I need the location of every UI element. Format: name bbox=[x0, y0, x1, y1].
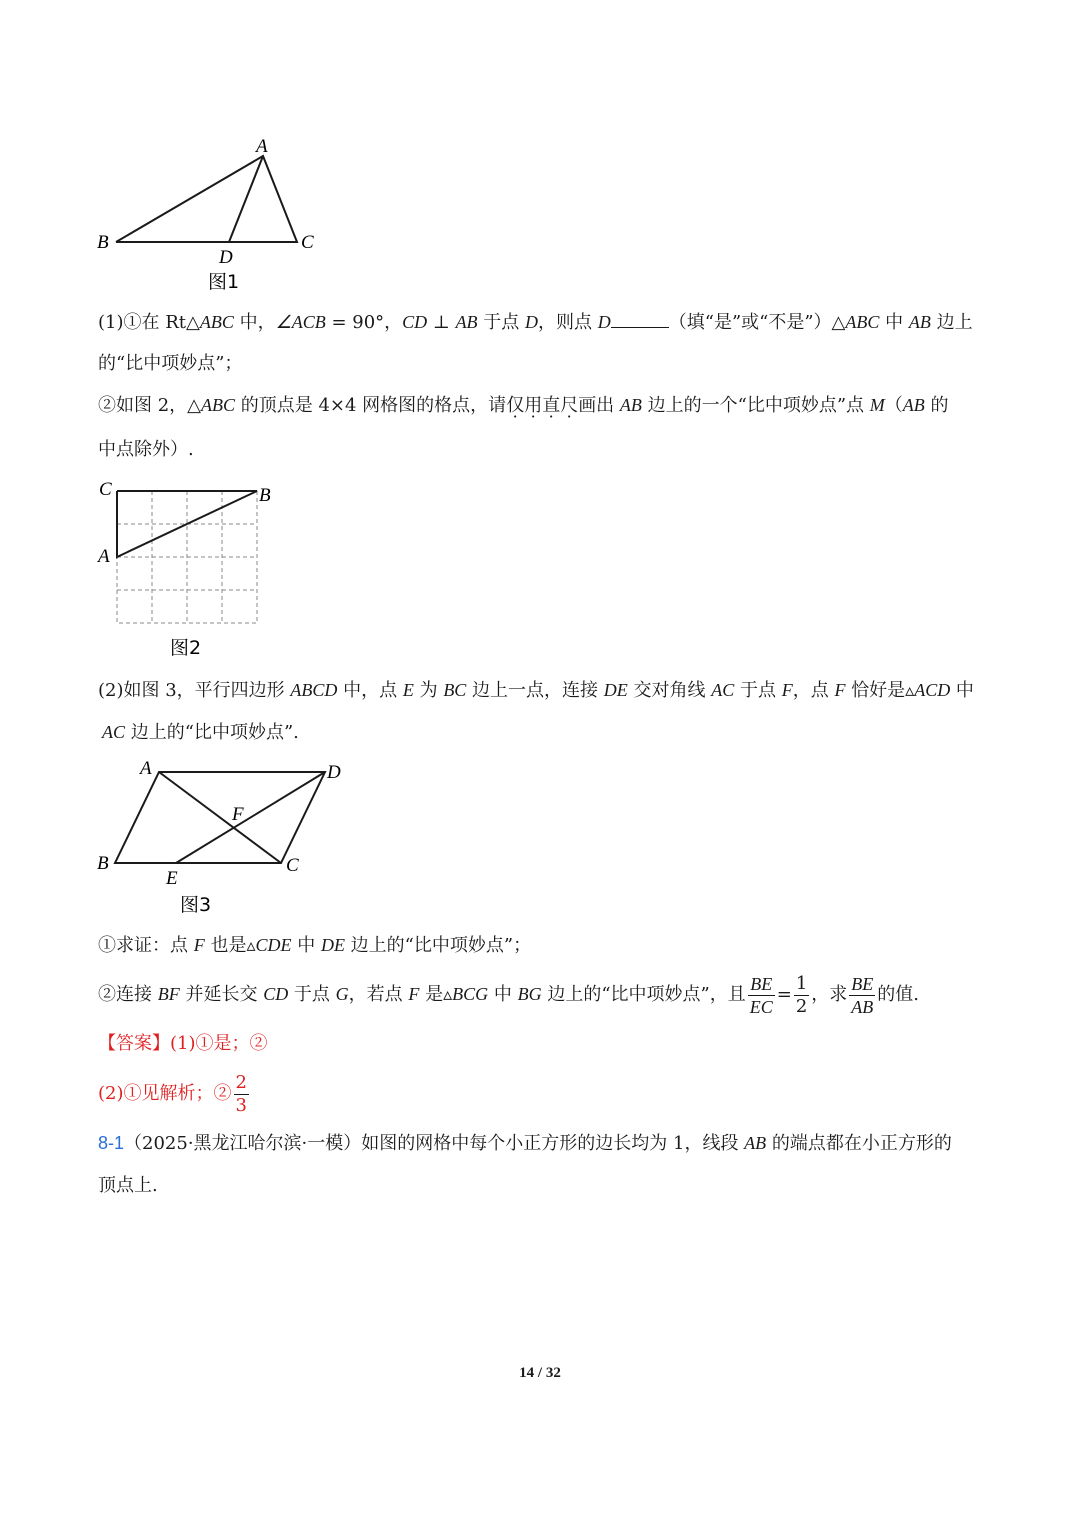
label-a: A bbox=[98, 546, 110, 567]
label-d: D bbox=[219, 247, 233, 268]
question-2-part-1: ①求证：点 F 也是▵CDE 中 DE 边上的“比中项妙点”； bbox=[98, 935, 532, 956]
label-b: B bbox=[97, 232, 109, 253]
label-c: C bbox=[99, 479, 112, 500]
segment-ad bbox=[229, 156, 263, 242]
answer-line-2: (2)①见解析；② $\frac{2}{3}$ bbox=[98, 1071, 247, 1116]
next-problem-line-1: 8-1（2025·黑龙江哈尔滨·一模）如图的网格中每个小正方形的边长均为 1，线段 AB 的端点都在小正方形的 bbox=[98, 1133, 952, 1154]
question-2-line-1: (2)如图 3，平行四边形 ABCD 中，点 E 为 BC 边上一点，连接 DE 交对角线 AC 于点 F，点 F 恰好是▵ACD 中 bbox=[98, 680, 974, 701]
page-number: 14 / 32 bbox=[519, 1365, 561, 1381]
figure-1 bbox=[90, 130, 330, 300]
fraction-one-half: $\frac{1}{2}$ bbox=[795, 972, 808, 1017]
fraction-be-ec: $\frac{BE}{EC}$ bbox=[749, 973, 773, 1017]
diagonal-ac bbox=[159, 772, 281, 863]
answer-blank[interactable] bbox=[611, 309, 669, 328]
question-2-line-2: AC 边上的“比中项妙点”. bbox=[102, 722, 299, 743]
question-1-part-2-line-1: ②如图 2，△ABC 的顶点是 4×4 网格图的格点，请仅用直尺画出 AB 边上的一个“比中项妙点”点 M（AB 的 bbox=[98, 395, 949, 416]
answer-line-1: 【答案】(1)①是；② bbox=[98, 1033, 268, 1054]
label-a: A bbox=[140, 758, 152, 779]
question-1-part-1-line-2: 的“比中项妙点”； bbox=[98, 353, 243, 374]
label-c: C bbox=[301, 232, 314, 253]
figure-1-caption: 图1 bbox=[208, 271, 240, 293]
question-1-part-1-line-1: (1)①在 Rt△ABC 中，∠ACB = 90°，CD ⊥ AB 于点 D，则点 D （填“是”或“不是”）△ABC 中 AB 边上 bbox=[98, 309, 973, 336]
next-problem-line-2: 顶点上. bbox=[98, 1175, 158, 1196]
label-e: E bbox=[166, 868, 178, 889]
grid-4x4 bbox=[117, 491, 257, 623]
figure-2 bbox=[90, 475, 290, 665]
figure-3 bbox=[90, 752, 360, 922]
label-b: B bbox=[259, 485, 271, 506]
fraction-two-thirds: $\frac{2}{3}$ bbox=[235, 1071, 247, 1116]
label-d: D bbox=[327, 762, 341, 783]
triangle-abc-1 bbox=[116, 156, 297, 242]
figure-3-caption: 图3 bbox=[180, 894, 212, 916]
label-a: A bbox=[256, 136, 268, 157]
question-1-part-2-line-2: 中点除外）. bbox=[98, 439, 194, 460]
label-f: F bbox=[232, 804, 244, 825]
label-c: C bbox=[286, 855, 299, 876]
question-2-part-2: ②连接 BF 并延长交 CD 于点 G，若点 F 是▵BCG 中 BG 边上的“比中项妙点”，且 $\frac{BE}{EC}$ = $\frac{1}{2}$ ，求 $\frac{BE}{AB}$ 的值. bbox=[98, 972, 920, 1017]
problem-number: 8-1 bbox=[98, 1133, 125, 1153]
fraction-be-ab: $\frac{BE}{AB}$ bbox=[851, 973, 874, 1017]
label-b: B bbox=[97, 853, 109, 874]
figure-2-caption: 图2 bbox=[170, 637, 202, 659]
